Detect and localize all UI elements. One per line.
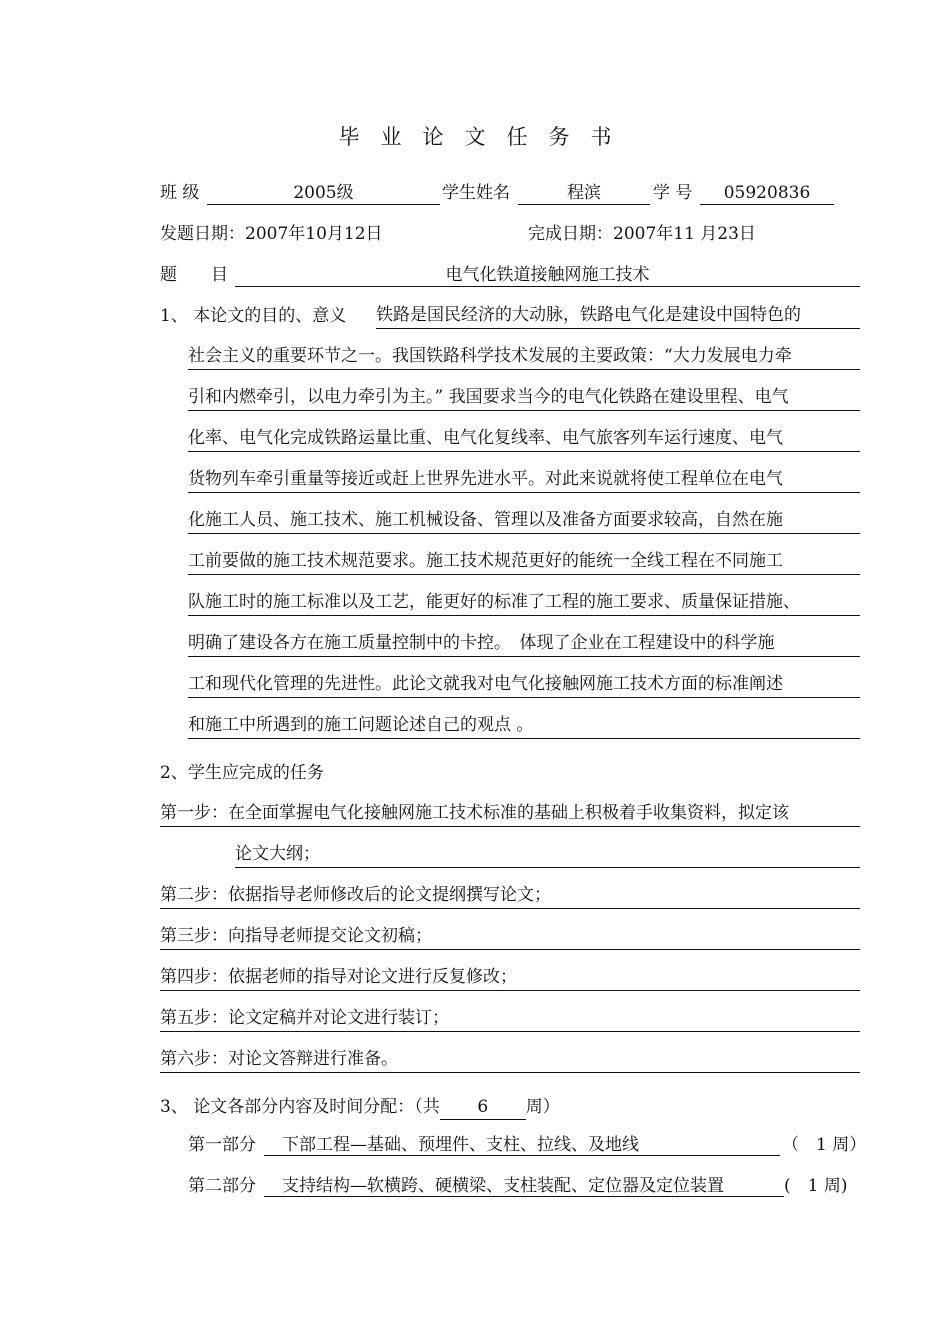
step-4: 第四步：依据老师的指导对论文进行反复修改； (160, 964, 860, 991)
section3-heading (160, 1096, 560, 1120)
section1-line: 化施工人员、施工技术、施工机械设备、管理以及准备方面要求较高，自然在施 (188, 507, 860, 534)
section1-line: 化率、电气化完成铁路运量比重、电气化复线率、电气旅客列车运行速度、电气 (188, 425, 860, 452)
step-5: 第五步：论文定稿并对论文进行装订； (160, 1005, 860, 1032)
section1-line: 工和现代化管理的先进性。此论文就我对电气化接触网施工技术方面的标准阐述 (188, 671, 860, 698)
step-3: 第三步：向指导老师提交论文初稿； (160, 923, 860, 950)
step-2: 第二步：依据指导老师修改后的论文提纲撰写论文； (160, 882, 860, 909)
section1-line: 社会主义的重要环节之一。我国铁路科学技术发展的主要政策：“大力发展电力牵 (188, 343, 860, 370)
part-2-label: 第二部分 (188, 1176, 256, 1196)
step-1: 第一步：在全面掌握电气化接触网施工技术标准的基础上积极着手收集资料，拟定该 (160, 800, 860, 827)
section1-line: 货物列车牵引重量等接近或赶上世界先进水平。对此来说就将使工程单位在电气 (188, 466, 860, 493)
topic-value: 电气化铁道接触网施工技术 (235, 264, 860, 287)
student-name-value: 程滨 (518, 182, 650, 205)
class-value: 2005级 (207, 182, 440, 205)
part-1-content: 下部工程—基础、预埋件、支柱、拉线、及地线 (264, 1134, 780, 1156)
part-2-content: 支持结构—软横跨、硬横梁、支柱装配、定位器及定位装置 (264, 1175, 784, 1197)
section1-line: 和施工中所遇到的施工问题论述自己的观点 。 (188, 712, 860, 739)
section1-line: 明确了建设各方在施工质量控制中的卡控。 体现了企业在工程建设中的科学施 (188, 630, 860, 657)
step-1-continued: 论文大纲； (235, 841, 860, 868)
topic-label: 题 目 (160, 265, 228, 285)
section1-line: 铁路是国民经济的大动脉，铁路电气化是建设中国特色的 (376, 302, 860, 329)
step-6: 第六步：对论文答辩进行准备。 (160, 1046, 860, 1073)
finish-date: 完成日期：2007年11 月23日 (528, 224, 756, 244)
section1-heading: 1、 本论文的目的、意义 (160, 306, 347, 326)
total-weeks: 6 (440, 1096, 526, 1120)
section1-line: 队施工时的施工标准以及工艺，能更好的标准了工程的施工要求、质量保证措施、 (188, 589, 860, 616)
section2-heading: 2、学生应完成的任务 (160, 763, 324, 783)
section3-heading-suffix: 周） (525, 1097, 560, 1117)
part-1-time: （ 1 周） (782, 1135, 867, 1155)
part-1-label: 第一部分 (188, 1135, 256, 1155)
student-id-label: 学 号 (653, 183, 693, 203)
document-title: 毕业论文任务书 (338, 125, 633, 149)
section1-line: 工前要做的施工技术规范要求。施工技术规范更好的能统一全线工程在不同施工 (188, 548, 860, 575)
section1-line: 引和内燃牵引，以电力牵引为主。” 我国要求当今的电气化铁路在建设里程、电气 (188, 384, 860, 411)
issue-date: 发题日期：2007年10月12日 (160, 224, 383, 244)
student-name-label: 学生姓名 (442, 183, 510, 203)
section3-heading-text: 3、 论文各部分内容及时间分配：（共 (160, 1097, 440, 1117)
class-label: 班 级 (160, 183, 200, 203)
student-id-value: 05920836 (700, 182, 834, 205)
part-2-time: ( 1 周) (784, 1176, 848, 1196)
